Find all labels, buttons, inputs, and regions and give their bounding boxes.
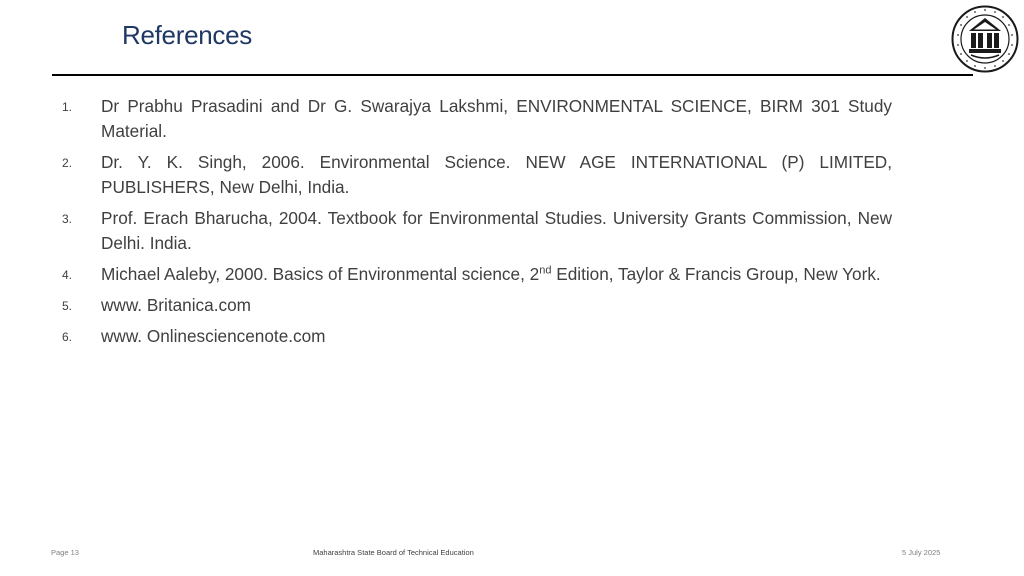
reference-text: www. Britanica.com [101, 295, 251, 315]
reference-text-end: Edition, Taylor & Francis Group, New York. [551, 264, 881, 284]
reference-number: 4. [62, 268, 73, 282]
header-divider [52, 74, 973, 76]
page-title: References [122, 20, 252, 50]
reference-number: 1. [62, 100, 73, 114]
reference-number: 2. [62, 156, 73, 170]
reference-number: 5. [62, 299, 73, 313]
msbte-seal-icon [951, 5, 1019, 73]
reference-text: Dr. Y. K. Singh, 2006. Environmental Science. NEW AGE INTERNATIONAL (P) LIMITED, PUBLISHERS, New Delhi, India. [101, 152, 892, 197]
reference-text: www. Onlinesciencenote.com [101, 326, 326, 346]
reference-text: Prof. Erach Bharucha, 2004. Textbook for Environmental Studies. University Grants Commission, New Delhi. India. [101, 208, 892, 253]
footer-date: 5 July 2025 [902, 548, 941, 557]
list-item [58, 324, 892, 349]
list-item [58, 150, 892, 200]
reference-number: 6. [62, 330, 73, 344]
footer-page-number: Page 13 [51, 548, 79, 557]
reference-superscript: nd [539, 264, 552, 277]
reference-text-start: Michael Aaleby, 2000. Basics of Environmental science, 2 [101, 264, 540, 284]
reference-text: Dr Prabhu Prasadini and Dr G. Swarajya Lakshmi, ENVIRONMENTAL SCIENCE, BIRM 301 Study Material. [101, 96, 892, 141]
list-item [58, 262, 892, 287]
list-item [58, 94, 892, 144]
list-item [58, 293, 892, 318]
list-item [58, 206, 892, 256]
reference-list [58, 94, 892, 355]
footer-organization: Maharashtra State Board of Technical Education [313, 548, 474, 557]
reference-number: 3. [62, 212, 73, 226]
